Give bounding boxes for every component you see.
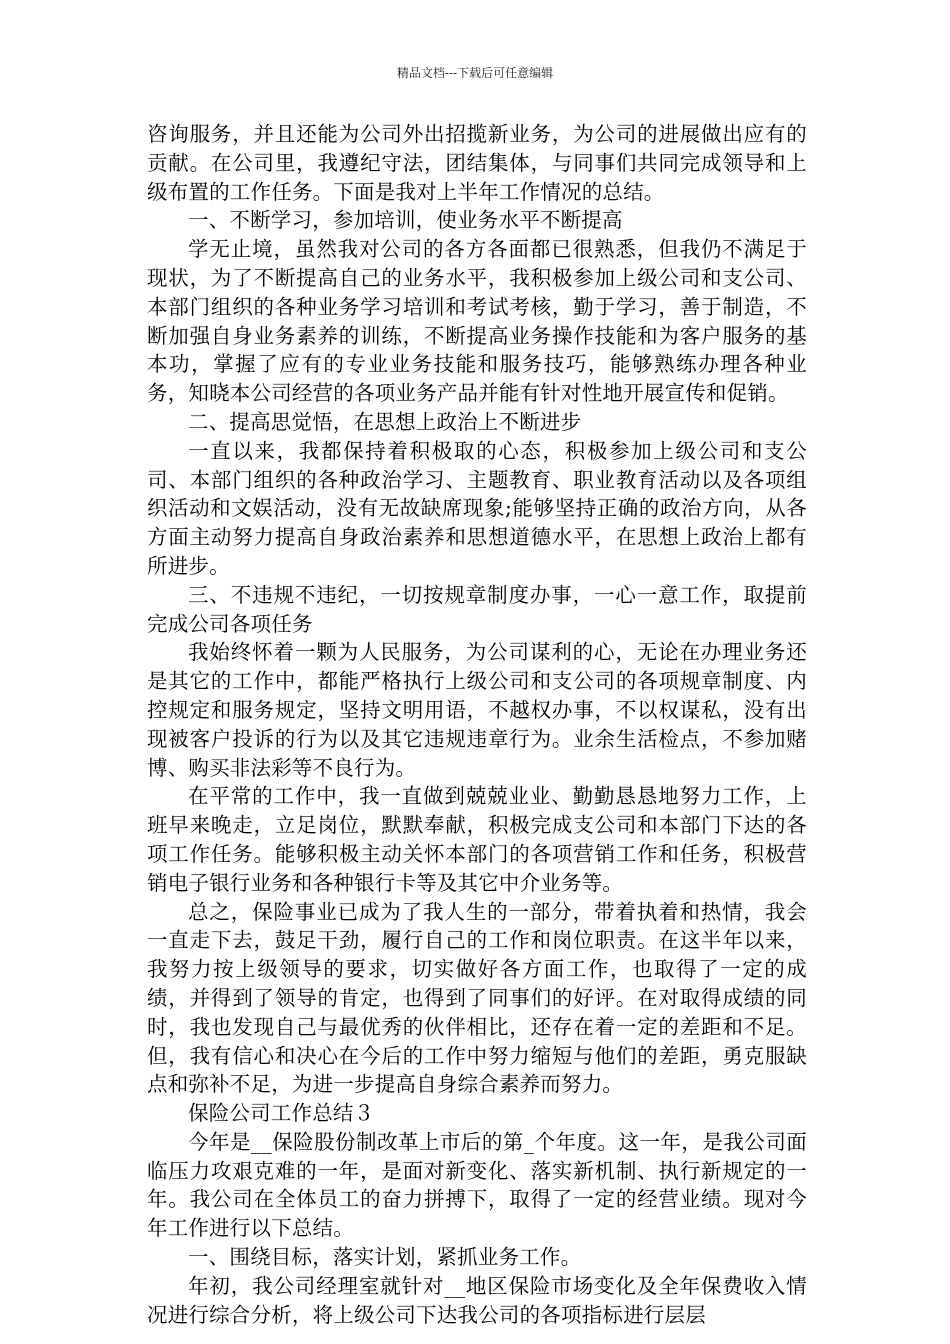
paragraph: 保险公司工作总结３ [188, 1101, 375, 1126]
paragraph: 咨询服务，并且还能为公司外出招揽新业务，为公司的进展做出应有的贡献。在公司里，我遵纪守法，团结集体，与同事们共同完成领导和上级布置的工作任务。下面是我对上半年工作情况的总结。 [147, 122, 807, 204]
paragraph: 学无止境，虽然我对公司的各方各面都已很熟悉，但我仍不满足于现状，为了不断提高自己的业务水平，我积极参加上级公司和支公司、本部门组织的各种业务学习培训和考试考核，勤于学习，善于制造，不断加强自身业务素养的训练，不断提高业务操作技能和为客户服务的基本功，掌握了应有的专业业务技能和服务技巧，能够熟练办理各种业务，知晓本公司经营的各项业务产品并能有针对性地开展宣传和促销。 [147, 237, 807, 406]
paragraph: 一、围绕目标，落实计划，紧抓业务工作。 [188, 1245, 582, 1270]
paragraph: 今年是__保险股份制改革上市后的第_个年度。这一年，是我公司面临压力攻艰克难的一年，是面对新变化、落实新机制、执行新规定的一年。我公司在全体员工的奋力拼搏下，取得了一定的经营业绩。现对今年工作进行以下总结。 [147, 1129, 807, 1241]
paragraph: 在平常的工作中，我一直做到兢兢业业、勤勤恳恳地努力工作，上班早来晚走，立足岗位，默默奉献，积极完成支公司和本部门下达的各项工作任务。能够积极主动关怀本部门的各项营销工作和任务，积极营销电子银行业务和各种银行卡等及其它中介业务等。 [147, 784, 807, 895]
paragraph: 我始终怀着一颗为人民服务，为公司谋利的心，无论在办理业务还是其它的工作中，都能严格执行上级公司和支公司的各项规章制度、内控规定和服务规定，坚持文明用语，不越权办事，不以权谋私，没有出现被客户投诉的行为以及其它违规违章行为。业余生活检点，不参加赌博、购买非法彩等不良行为。 [147, 640, 807, 780]
page-header: 精品文档---下载后可任意编辑 [396, 66, 554, 80]
paragraph: 一直以来，我都保持着积极取的心态，积极参加上级公司和支公司、本部门组织的各种政治学习、主题教育、职业教育活动以及各项组织活动和文娱活动，没有无故缺席现象;能够坚持正确的政治方向，从各方面主动努力提高自身政治素养和思想道德水平，在思想上政治上都有所进步。 [147, 438, 807, 578]
paragraph: 三、不违规不违纪，一切按规章制度办事，一心一意工作，取提前完成公司各项任务 [147, 582, 807, 636]
paragraph: 二、提高思觉悟，在思想上政治上不断进步 [188, 409, 582, 434]
paragraph: 总之，保险事业已成为了我人生的一部分，带着执着和热情，我会一直走下去，鼓足干劲，履行自己的工作和岗位职责。在这半年以来，我努力按上级领导的要求，切实做好各方面工作，也取得了一定的成绩，并得到了领导的肯定，也得到了同事们的好评。在对取得成绩的同时，我也发现自己与最优秀的伙伴相比，还存在着一定的差距和不足。但，我有信心和决心在今后的工作中努力缩短与他们的差距，勇克服缺点和弥补不足，为进一步提高自身综合素养而努力。 [147, 899, 807, 1097]
document-body [147, 120, 807, 1329]
paragraph: 年初，我公司经理室就针对__地区保险市场变化及全年保费收入情况进行综合分析，将上级公司下达我公司的各项指标进行层层 [147, 1273, 807, 1327]
paragraph: 一、不断学习，参加培训，使业务水平不断提高 [188, 208, 623, 233]
